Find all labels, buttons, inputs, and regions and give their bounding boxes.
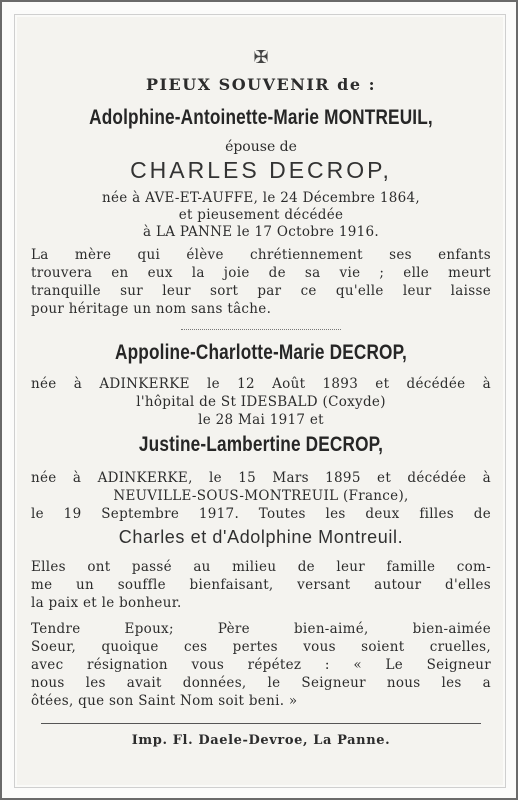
closing-line: la paix et le bonheur.	[31, 595, 182, 611]
prayer-line: nous les avait données, le Seigneur nous les a	[31, 675, 491, 691]
daughter2-line: née à ADINKERKE, le 15 Mars 1895 et décédée à	[31, 470, 491, 486]
tribute-line: La mère qui élève chrétiennement ses enfants	[31, 247, 491, 263]
daughter1-name: Appoline-Charlotte-Marie DECROP,	[115, 341, 407, 364]
tribute-line: tranquille sur leur sort par ce qu'elle leur laisse	[31, 283, 491, 299]
parents-line: Charles et d'Adolphine Montreuil.	[118, 527, 404, 547]
memorial-card	[14, 14, 506, 788]
daughter1-line: le 28 Mai 1917 et	[198, 412, 324, 428]
prayer-line: ôtées, que son Saint Nom soit beni. »	[31, 693, 298, 709]
daughter1-line: l'hôpital de St IDESBALD (Coxyde)	[136, 394, 386, 410]
birth-line: née à AVE-ET-AUFFE, le 24 Décembre 1864,	[101, 190, 421, 206]
death-line-2: à LA PANNE le 17 Octobre 1916.	[143, 224, 379, 240]
spouse-label: épouse de	[225, 139, 297, 155]
divider	[181, 329, 341, 330]
tribute-line: pour héritage un nom sans tâche.	[31, 301, 272, 317]
footer-rule	[41, 723, 481, 724]
prayer-line: Tendre Epoux; Père bien-aimé, bien-aimée	[31, 621, 491, 637]
daughter1-line: née à ADINKERKE le 12 Août 1893 et décédée à	[31, 376, 491, 392]
daughter2-line: NEUVILLE-SOUS-MONTREUIL (France),	[113, 488, 409, 504]
daughter2-line: le 19 Septembre 1917. Toutes les deux filles de	[31, 506, 491, 522]
death-line-1: et pieusement décédée	[178, 207, 344, 223]
deceased-name: Adolphine-Antoinette-Marie MONTREUIL,	[89, 106, 433, 129]
daughter2-name: Justine-Lambertine DECROP,	[138, 433, 384, 456]
husband-name: CHARLES DECROP,	[130, 157, 392, 183]
closing-line: me un souffle bienfaisant, versant autour d'elles	[31, 577, 491, 593]
tribute-line: trouvera en eux la joie de sa vie ; elle meurt	[31, 265, 491, 281]
closing-line: Elles ont passé au milieu de leur famille com-	[31, 559, 491, 575]
prayer-line: Soeur, quoique ces pertes vous soient cruelles,	[31, 639, 491, 655]
cross-icon: ✠	[253, 47, 269, 68]
heading: PIEUX SOUVENIR de :	[145, 75, 377, 94]
prayer-line: avec résignation vous répétez : « Le Seigneur	[31, 657, 491, 673]
printer-credit: Imp. Fl. Daele-Devroe, La Panne.	[131, 733, 391, 748]
